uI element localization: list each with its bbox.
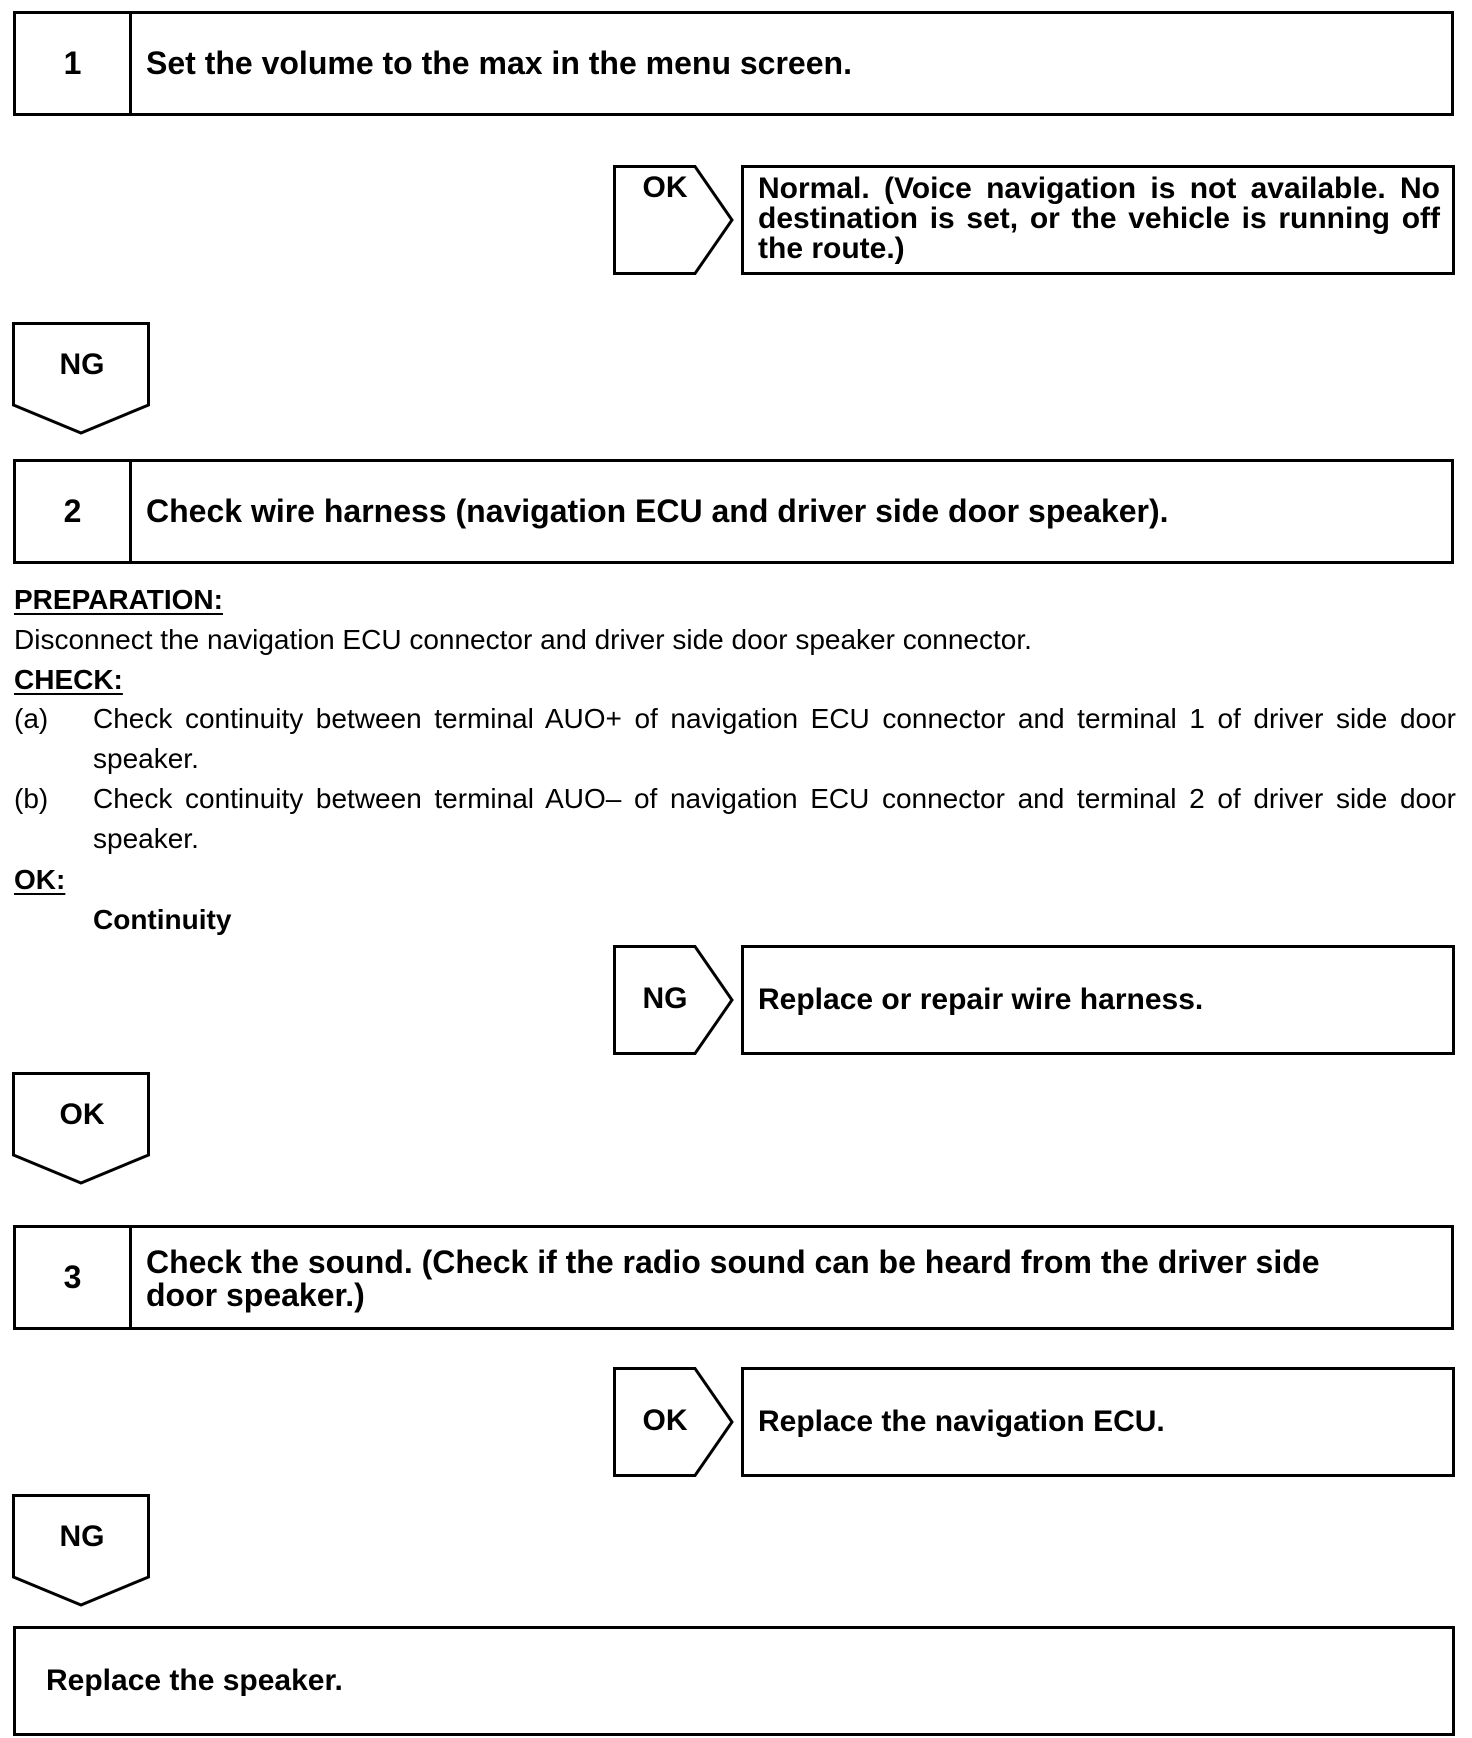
step-2-ng-arrow — [613, 945, 735, 1055]
check-item-a — [14, 699, 1456, 779]
check-item-b-text: Check continuity between terminal AUO– of navigation ECU connector and terminal 2 of driver side door speaker. — [93, 783, 1456, 854]
step-1-ng-label: NG — [59, 348, 105, 381]
preparation-heading: PREPARATION: — [14, 584, 223, 615]
step-2-title: Check wire harness (navigation ECU and driver side door speaker). — [146, 493, 1169, 529]
step-3-ok-arrow — [613, 1367, 735, 1477]
step-3-ng-label: NG — [59, 1520, 105, 1553]
step-1-ok-label: OK — [642, 171, 688, 204]
step-1-box — [13, 11, 1454, 116]
step-2-ok-label: OK — [59, 1098, 105, 1131]
check-item-b — [14, 779, 1456, 859]
final-action-box: Replace the speaker. — [13, 1626, 1455, 1736]
step-2-number: 2 — [16, 462, 132, 561]
ok-heading: OK: — [14, 864, 66, 895]
step-3-ok-result: Replace the navigation ECU. — [741, 1367, 1455, 1477]
step-1-title: Set the volume to the max in the menu screen. — [146, 45, 852, 81]
step-3-title-line-1: Check the sound. (Check if the radio sound can be heard from the driver side — [146, 1244, 1320, 1280]
check-item-a-marker: (a) — [14, 703, 49, 734]
step-1-ng-arrow — [12, 322, 152, 436]
check-heading: CHECK: — [14, 664, 123, 695]
step-3-box — [13, 1225, 1454, 1330]
step-3-ng-arrow — [12, 1494, 152, 1608]
step-1-number: 1 — [16, 14, 132, 113]
step-1-ok-result: Normal. (Voice navigation is not available. No destination is set, or the vehicle is running off the route.) — [741, 165, 1455, 275]
step-3-number: 3 — [16, 1228, 132, 1327]
step-2-box — [13, 459, 1454, 564]
ok-value: Continuity — [93, 904, 232, 935]
check-item-a-text: Check continuity between terminal AUO+ of navigation ECU connector and terminal 1 of driver side door speaker. — [93, 703, 1456, 774]
preparation-text: Disconnect the navigation ECU connector and driver side door speaker connector. — [14, 624, 1032, 655]
step-3-title — [132, 1228, 1334, 1327]
step-3-title-line-2: door speaker.) — [146, 1277, 365, 1313]
step-3-ok-label: OK — [642, 1404, 688, 1437]
check-item-b-marker: (b) — [14, 783, 49, 814]
step-2-ng-result: Replace or repair wire harness. — [741, 945, 1455, 1055]
step-2-ok-arrow — [12, 1072, 152, 1186]
step-2-ng-label: NG — [642, 982, 688, 1015]
step-1-ok-arrow — [613, 165, 735, 275]
